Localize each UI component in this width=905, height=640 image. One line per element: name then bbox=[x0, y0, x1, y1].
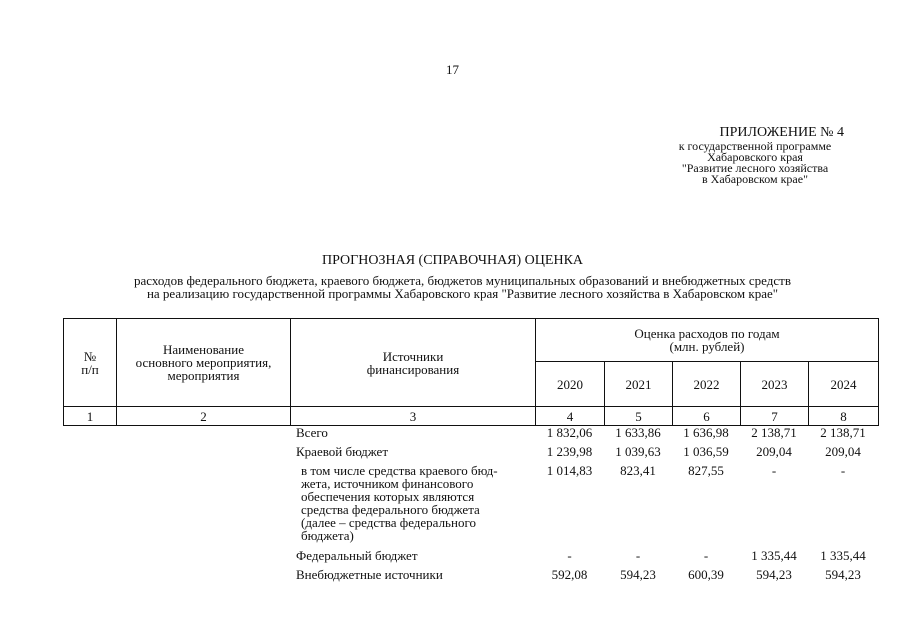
source-text-line: Краевой бюджет bbox=[296, 444, 389, 459]
value-cell-2022: 827,55 bbox=[688, 463, 724, 478]
value-cell-2020: - bbox=[567, 548, 572, 563]
column-number-cell: 1 bbox=[64, 407, 117, 426]
source-text-line: обеспечения которых являются bbox=[301, 489, 475, 504]
value-cell-2020: 592,08 bbox=[551, 567, 588, 582]
header-cell-number: № п/п bbox=[64, 319, 117, 407]
table-row bbox=[63, 445, 878, 464]
row-number-cell bbox=[63, 445, 116, 464]
value-cell-2021: 823,41 bbox=[620, 463, 656, 478]
header-year: 2022 bbox=[673, 362, 741, 407]
row-source-cell bbox=[290, 464, 535, 549]
value-cell-2024: 2 138,71 bbox=[820, 425, 866, 440]
page-number: 17 bbox=[446, 62, 459, 77]
source-text-line: Всего bbox=[296, 425, 328, 440]
row-number-cell bbox=[63, 568, 116, 587]
row-source-cell bbox=[290, 445, 535, 464]
value-cell-2022: 1 636,98 bbox=[683, 425, 729, 440]
header-cell-name: Наименование основного мероприятия, мероприятия bbox=[117, 319, 291, 407]
column-number-cell: 6 bbox=[673, 407, 741, 426]
value-cell-2024: 1 335,44 bbox=[820, 548, 866, 563]
appendix-title: ПРИЛОЖЕНИЕ № 4 bbox=[719, 125, 844, 140]
table-row bbox=[63, 464, 878, 549]
value-cell-2020: 1 239,98 bbox=[546, 444, 593, 459]
value-cell-2024: - bbox=[840, 463, 846, 478]
value-cell-2023: 1 335,44 bbox=[751, 548, 797, 563]
value-cell-2020: 1 832,06 bbox=[546, 425, 593, 440]
source-text-line: бюджета) bbox=[301, 528, 354, 543]
value-cell-2021: - bbox=[635, 548, 641, 563]
subtitle-line: расходов федерального бюджета, краевого бюджета, бюджетов муниципальных образований и внебюджетных средств bbox=[134, 273, 791, 288]
table-row bbox=[63, 426, 878, 445]
subtitle-line: на реализацию государственной программы Хабаровского края "Развитие лесного хозяйства в Хабаровском крае" bbox=[146, 286, 779, 301]
value-cell-2024: 209,04 bbox=[825, 444, 861, 459]
row-source-cell bbox=[290, 549, 535, 568]
header-year: 2024 bbox=[809, 362, 879, 407]
value-cell-2023: 2 138,71 bbox=[751, 425, 797, 440]
appendix-line: "Развитие лесного хозяйства bbox=[681, 161, 829, 175]
source-text-line: в том числе средства краевого бюд- bbox=[301, 463, 498, 478]
column-number-cell: 4 bbox=[536, 407, 605, 426]
table-body bbox=[63, 426, 878, 587]
value-cell-2022: 1 036,59 bbox=[683, 444, 729, 459]
table-row bbox=[63, 549, 878, 568]
appendix-line: к государственной программе bbox=[678, 139, 832, 153]
row-source-cell bbox=[290, 426, 535, 445]
table-header bbox=[63, 318, 879, 426]
row-name-cell bbox=[116, 568, 290, 587]
value-cell-2022: - bbox=[703, 548, 709, 563]
column-number-cell: 8 bbox=[809, 407, 879, 426]
source-text-line: жета, источником финансового bbox=[301, 476, 474, 491]
header-year: 2020 bbox=[536, 362, 605, 407]
header-year: 2021 bbox=[605, 362, 673, 407]
value-cell-2021: 1 633,86 bbox=[615, 425, 661, 440]
value-cell-2022: 600,39 bbox=[688, 567, 724, 582]
row-name-cell bbox=[116, 426, 290, 445]
appendix-line: в Хабаровском крае" bbox=[702, 172, 808, 186]
column-number-cell: 3 bbox=[291, 407, 536, 426]
row-number-cell bbox=[63, 549, 116, 568]
value-cell-2024: 594,23 bbox=[825, 567, 861, 582]
row-source-cell bbox=[290, 568, 535, 587]
appendix-block bbox=[660, 125, 850, 185]
source-text-line: (далее – средства федерального bbox=[301, 515, 476, 530]
table-row bbox=[63, 568, 878, 587]
source-text-line: Внебюджетные источники bbox=[296, 567, 443, 582]
column-number-cell: 7 bbox=[741, 407, 809, 426]
value-cell-2021: 594,23 bbox=[620, 567, 656, 582]
row-name-cell bbox=[116, 445, 290, 464]
value-cell-2023: - bbox=[771, 463, 777, 478]
header-year: 2023 bbox=[741, 362, 809, 407]
header-cell-estimate: Оценка расходов по годам (млн. рублей) bbox=[536, 319, 879, 362]
row-number-cell bbox=[63, 464, 116, 549]
source-text-line: средства федерального бюджета bbox=[301, 502, 480, 517]
header-cell-source: Источники финансирования bbox=[291, 319, 536, 407]
value-cell-2021: 1 039,63 bbox=[615, 444, 661, 459]
document-subtitle bbox=[0, 274, 905, 300]
document-title: ПРОГНОЗНАЯ (СПРАВОЧНАЯ) ОЦЕНКА bbox=[321, 253, 584, 268]
appendix-line: Хабаровского края bbox=[707, 150, 803, 164]
source-text-line: Федеральный бюджет bbox=[296, 548, 418, 563]
row-name-cell bbox=[116, 549, 290, 568]
value-cell-2023: 594,23 bbox=[756, 567, 792, 582]
value-cell-2020: 1 014,83 bbox=[546, 463, 593, 478]
value-cell-2023: 209,04 bbox=[756, 444, 792, 459]
row-number-cell bbox=[63, 426, 116, 445]
column-number-cell: 5 bbox=[605, 407, 673, 426]
column-number-cell: 2 bbox=[117, 407, 291, 426]
row-name-cell bbox=[116, 464, 290, 549]
